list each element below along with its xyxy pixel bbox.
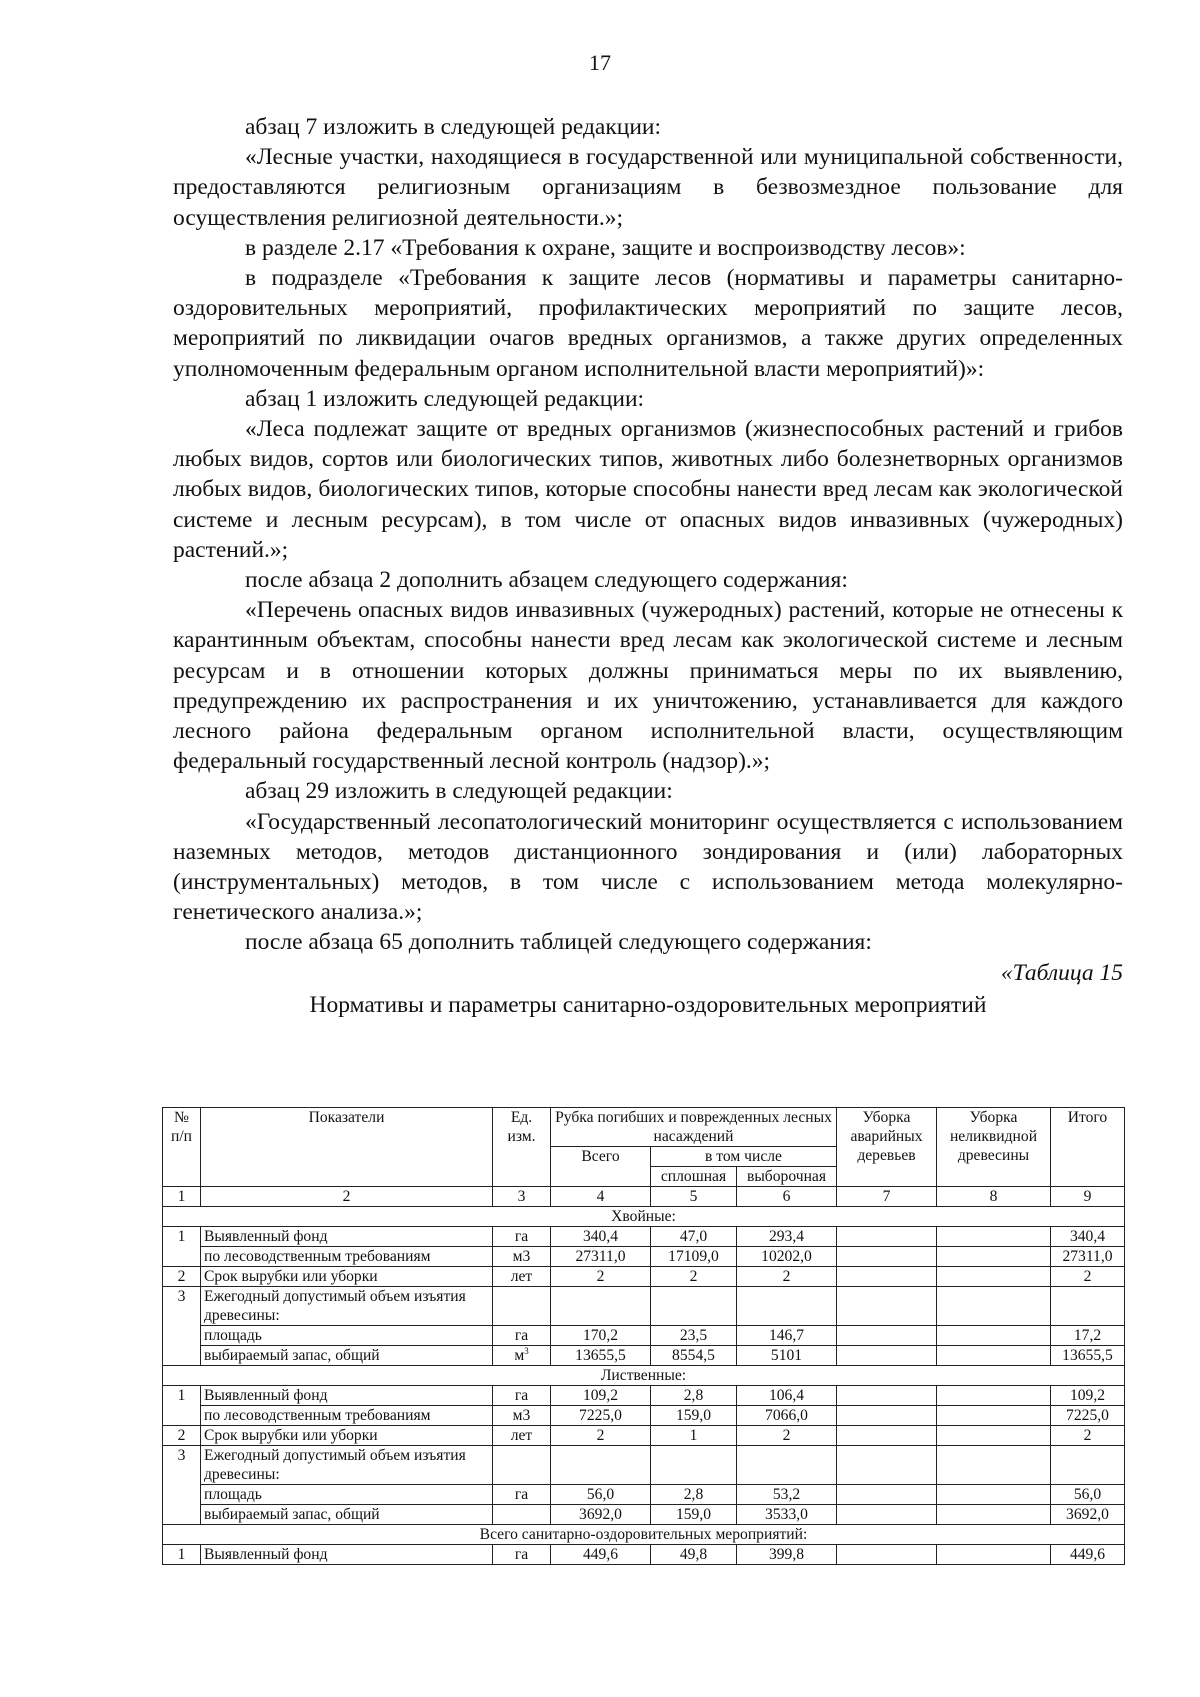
column-number: 7 xyxy=(837,1187,937,1207)
table-row xyxy=(163,1287,1125,1326)
value-cell-v8 xyxy=(937,1505,1051,1525)
value-cell-v8 xyxy=(937,1446,1051,1485)
value-cell-v9 xyxy=(1051,1446,1125,1485)
value-cell-v6: 399,8 xyxy=(737,1545,837,1565)
unit-text: га xyxy=(514,1327,529,1344)
value-cell-v4: 3692,0 xyxy=(551,1505,651,1525)
value-cell-v8 xyxy=(937,1426,1051,1446)
value-cell-v7 xyxy=(837,1446,937,1485)
value-cell-v5: 2,8 xyxy=(651,1386,737,1406)
paragraph: в разделе 2.17 «Требования к охране, защите и воспроизводству лесов»: xyxy=(245,234,966,261)
unit-text: га xyxy=(514,1546,529,1563)
value-cell-v8 xyxy=(937,1386,1051,1406)
table-row xyxy=(163,1406,1125,1426)
indicator-label: Срок вырубки или уборки xyxy=(201,1426,493,1446)
column-number: 1 xyxy=(163,1187,201,1207)
row-number xyxy=(163,1505,201,1525)
value-cell-v6: 3533,0 xyxy=(737,1505,837,1525)
value-cell-v6: 293,4 xyxy=(737,1227,837,1247)
unit-cell xyxy=(493,1346,551,1366)
value-cell-v6 xyxy=(737,1446,837,1485)
paragraph: после абзаца 65 дополнить таблицей следующего содержания: xyxy=(245,929,872,956)
value-cell-v4: 170,2 xyxy=(551,1326,651,1346)
value-cell-v7 xyxy=(837,1505,937,1525)
table-row xyxy=(163,1545,1125,1565)
unit-text: лет xyxy=(510,1427,533,1444)
value-cell-v7 xyxy=(837,1545,937,1565)
value-cell-v6: 2 xyxy=(737,1426,837,1446)
row-number: 3 xyxy=(163,1287,201,1326)
value-cell-v5: 8554,5 xyxy=(651,1346,737,1366)
indicator-label: по лесоводственным требованиям xyxy=(201,1406,493,1426)
indicator-label: выбираемый запас, общий xyxy=(201,1346,493,1366)
value-cell-v4: 340,4 xyxy=(551,1227,651,1247)
value-cell-v9: 109,2 xyxy=(1051,1386,1125,1406)
value-cell-v8 xyxy=(937,1545,1051,1565)
row-number xyxy=(163,1406,201,1426)
header-num: № п/п xyxy=(163,1108,201,1187)
section-row xyxy=(163,1525,1125,1545)
indicator-label: площадь xyxy=(201,1326,493,1346)
header-selective: выборочная xyxy=(737,1167,837,1187)
paragraph: абзац 29 изложить в следующей редакции: xyxy=(245,778,673,805)
unit-text: га xyxy=(514,1228,529,1245)
value-cell-v9: 27311,0 xyxy=(1051,1247,1125,1267)
page-number: 17 xyxy=(589,50,611,75)
value-cell-v4: 56,0 xyxy=(551,1485,651,1505)
value-cell-v9 xyxy=(1051,1287,1125,1326)
paragraph: «Государственный лесопатологический мониторинг осуществляется с использованием наземных методов, методов дистанционного зондирования и (или) лабораторных (инструментальных) методов, в том числе с использованием метода молекулярно-генетического анализа.»; xyxy=(173,808,1123,926)
table-row xyxy=(163,1426,1125,1446)
unit-text: га xyxy=(514,1486,529,1503)
unit-cell xyxy=(493,1545,551,1565)
value-cell-v9: 56,0 xyxy=(1051,1485,1125,1505)
value-cell-v7 xyxy=(837,1227,937,1247)
value-cell-v6 xyxy=(737,1287,837,1326)
section-title: Лиственные: xyxy=(163,1366,1125,1386)
value-cell-v4 xyxy=(551,1287,651,1326)
value-cell-v4: 2 xyxy=(551,1426,651,1446)
value-cell-v5 xyxy=(651,1446,737,1485)
unit-cell xyxy=(493,1426,551,1446)
table-row xyxy=(163,1505,1125,1525)
table-row xyxy=(163,1247,1125,1267)
value-cell-v4 xyxy=(551,1446,651,1485)
value-cell-v8 xyxy=(937,1267,1051,1287)
value-cell-v8 xyxy=(937,1326,1051,1346)
value-cell-v4: 109,2 xyxy=(551,1386,651,1406)
table-row xyxy=(163,1227,1125,1247)
value-cell-v7 xyxy=(837,1386,937,1406)
paragraph: «Лесные участки, находящиеся в государственной или муниципальной собственности, предоставляются религиозным организациям в безвозмездное пользование для осуществления религиозной деятельности.»; xyxy=(173,144,1123,231)
table-row xyxy=(163,1346,1125,1366)
value-cell-v8 xyxy=(937,1485,1051,1505)
header-felling-total: Всего xyxy=(551,1147,651,1187)
indicator-label: выбираемый запас, общий xyxy=(201,1505,493,1525)
indicator-label: Ежегодный допустимый объем изъятия древесины: xyxy=(201,1287,493,1326)
value-cell-v5: 47,0 xyxy=(651,1227,737,1247)
paragraph: «Леса подлежат защите от вредных организмов (жизнеспособных растений и грибов любых видов, сортов или биологических типов, животных либо болезнетворных организмов любых видов, биологических типов, которые способны нанести вред лесам как экологической системе и лесным ресурсам), в том числе от опасных видов инвазивных (чужеродных) растений.»; xyxy=(173,416,1123,563)
table-title: Нормативы и параметры санитарно-оздоровительных мероприятий xyxy=(309,991,987,1018)
indicator-label: Ежегодный допустимый объем изъятия древесины: xyxy=(201,1446,493,1485)
paragraph: после абзаца 2 дополнить абзацем следующего содержания: xyxy=(245,567,848,594)
header-clear: сплошная xyxy=(651,1167,737,1187)
unit-cell xyxy=(493,1247,551,1267)
value-cell-v7 xyxy=(837,1326,937,1346)
row-number: 1 xyxy=(163,1227,201,1247)
value-cell-v8 xyxy=(937,1227,1051,1247)
unit-cell xyxy=(493,1485,551,1505)
value-cell-v9: 340,4 xyxy=(1051,1227,1125,1247)
table-row xyxy=(163,1267,1125,1287)
value-cell-v9: 7225,0 xyxy=(1051,1406,1125,1426)
value-cell-v4: 449,6 xyxy=(551,1545,651,1565)
column-number: 8 xyxy=(937,1187,1051,1207)
value-cell-v9: 3692,0 xyxy=(1051,1505,1125,1525)
unit-cell xyxy=(493,1386,551,1406)
header-illiquid: Уборка неликвидной древесины xyxy=(937,1108,1051,1187)
table-row xyxy=(163,1485,1125,1505)
row-number xyxy=(163,1326,201,1346)
row-number xyxy=(163,1485,201,1505)
value-cell-v6: 106,4 xyxy=(737,1386,837,1406)
table-row xyxy=(163,1446,1125,1485)
unit-text: м3 xyxy=(512,1407,531,1424)
value-cell-v7 xyxy=(837,1287,937,1326)
header-total: Итого xyxy=(1051,1108,1125,1187)
unit-cell xyxy=(493,1326,551,1346)
header-felling: Рубка погибших и поврежденных лесных насаждений xyxy=(551,1108,837,1147)
section-row xyxy=(163,1207,1125,1227)
value-cell-v4: 13655,5 xyxy=(551,1346,651,1366)
value-cell-v5: 49,8 xyxy=(651,1545,737,1565)
column-number: 6 xyxy=(737,1187,837,1207)
unit-superscript: 3 xyxy=(524,1345,529,1356)
header-unit: Ед. изм. xyxy=(493,1108,551,1187)
row-number: 1 xyxy=(163,1386,201,1406)
value-cell-v7 xyxy=(837,1267,937,1287)
value-cell-v5 xyxy=(651,1287,737,1326)
value-cell-v8 xyxy=(937,1406,1051,1426)
header-indicator: Показатели xyxy=(201,1108,493,1187)
column-number: 9 xyxy=(1051,1187,1125,1207)
unit-text: м xyxy=(514,1347,525,1364)
value-cell-v9: 17,2 xyxy=(1051,1326,1125,1346)
row-number: 1 xyxy=(163,1545,201,1565)
value-cell-v8 xyxy=(937,1247,1051,1267)
unit-text: га xyxy=(514,1387,529,1404)
value-cell-v9: 449,6 xyxy=(1051,1545,1125,1565)
row-number xyxy=(163,1346,201,1366)
value-cell-v6: 146,7 xyxy=(737,1326,837,1346)
paragraph: «Перечень опасных видов инвазивных (чужеродных) растений, которые не отнесены к карантинным объектам, способны нанести вред лесам как экологической системе и лесным ресурсам и в отношении которых должны приниматься меры по их выявлению, предупреждению их распространения и их уничтожению, устанавливается для каждого лесного района федеральным органом исполнительной власти, осуществляющим федеральный государственный лесной контроль (надзор).»; xyxy=(173,597,1123,775)
value-cell-v4: 7225,0 xyxy=(551,1406,651,1426)
value-cell-v9: 13655,5 xyxy=(1051,1346,1125,1366)
unit-cell xyxy=(493,1505,551,1525)
value-cell-v7 xyxy=(837,1247,937,1267)
header-emergency: Уборка аварийных деревьев xyxy=(837,1108,937,1187)
value-cell-v8 xyxy=(937,1287,1051,1326)
unit-cell xyxy=(493,1267,551,1287)
value-cell-v6: 7066,0 xyxy=(737,1406,837,1426)
value-cell-v4: 27311,0 xyxy=(551,1247,651,1267)
table-label: «Таблица 15 xyxy=(1000,959,1123,986)
value-cell-v7 xyxy=(837,1485,937,1505)
table-row xyxy=(163,1326,1125,1346)
column-numbers-row xyxy=(163,1187,1125,1207)
row-number xyxy=(163,1247,201,1267)
paragraph: абзац 7 изложить в следующей редакции: xyxy=(245,114,662,140)
row-number: 2 xyxy=(163,1426,201,1446)
unit-cell xyxy=(493,1446,551,1485)
indicator-label: Выявленный фонд xyxy=(201,1227,493,1247)
unit-cell xyxy=(493,1227,551,1247)
column-number: 3 xyxy=(493,1187,551,1207)
value-cell-v5: 159,0 xyxy=(651,1406,737,1426)
paragraph: абзац 1 изложить следующей редакции: xyxy=(245,385,645,412)
value-cell-v6: 10202,0 xyxy=(737,1247,837,1267)
table-row xyxy=(163,1386,1125,1406)
column-number: 5 xyxy=(651,1187,737,1207)
value-cell-v6: 2 xyxy=(737,1267,837,1287)
value-cell-v4: 2 xyxy=(551,1267,651,1287)
section-title: Хвойные: xyxy=(163,1207,1125,1227)
paragraph: в подразделе «Требования к защите лесов (нормативы и параметры санитарно-оздоровительных мероприятий, профилактических мероприятий по защите лесов, мероприятий по ликвидации очагов вредных организмов, а также других определенных уполномоченным федеральным органом исполнительной власти мероприятий)»: xyxy=(173,265,1123,382)
unit-cell xyxy=(493,1406,551,1426)
section-row xyxy=(163,1366,1125,1386)
indicator-label: Выявленный фонд xyxy=(201,1386,493,1406)
value-cell-v5: 1 xyxy=(651,1426,737,1446)
value-cell-v6: 5101 xyxy=(737,1346,837,1366)
indicator-label: по лесоводственным требованиям xyxy=(201,1247,493,1267)
document-body xyxy=(173,112,1123,1020)
header-including: в том числе xyxy=(651,1147,837,1167)
value-cell-v5: 2 xyxy=(651,1267,737,1287)
row-number: 2 xyxy=(163,1267,201,1287)
norms-table xyxy=(162,1107,1124,1565)
indicator-label: площадь xyxy=(201,1485,493,1505)
value-cell-v5: 23,5 xyxy=(651,1326,737,1346)
value-cell-v8 xyxy=(937,1346,1051,1366)
indicator-label: Срок вырубки или уборки xyxy=(201,1267,493,1287)
unit-text: лет xyxy=(510,1268,533,1285)
section-title: Всего санитарно-оздоровительных мероприятий: xyxy=(163,1525,1125,1545)
unit-text: м3 xyxy=(512,1248,531,1265)
value-cell-v5: 17109,0 xyxy=(651,1247,737,1267)
unit-cell xyxy=(493,1287,551,1326)
value-cell-v9: 2 xyxy=(1051,1267,1125,1287)
row-number: 3 xyxy=(163,1446,201,1485)
value-cell-v7 xyxy=(837,1426,937,1446)
column-number: 4 xyxy=(551,1187,651,1207)
value-cell-v5: 2,8 xyxy=(651,1485,737,1505)
indicator-label: Выявленный фонд xyxy=(201,1545,493,1565)
value-cell-v5: 159,0 xyxy=(651,1505,737,1525)
value-cell-v9: 2 xyxy=(1051,1426,1125,1446)
column-number: 2 xyxy=(201,1187,493,1207)
value-cell-v7 xyxy=(837,1406,937,1426)
value-cell-v7 xyxy=(837,1346,937,1366)
value-cell-v6: 53,2 xyxy=(737,1485,837,1505)
